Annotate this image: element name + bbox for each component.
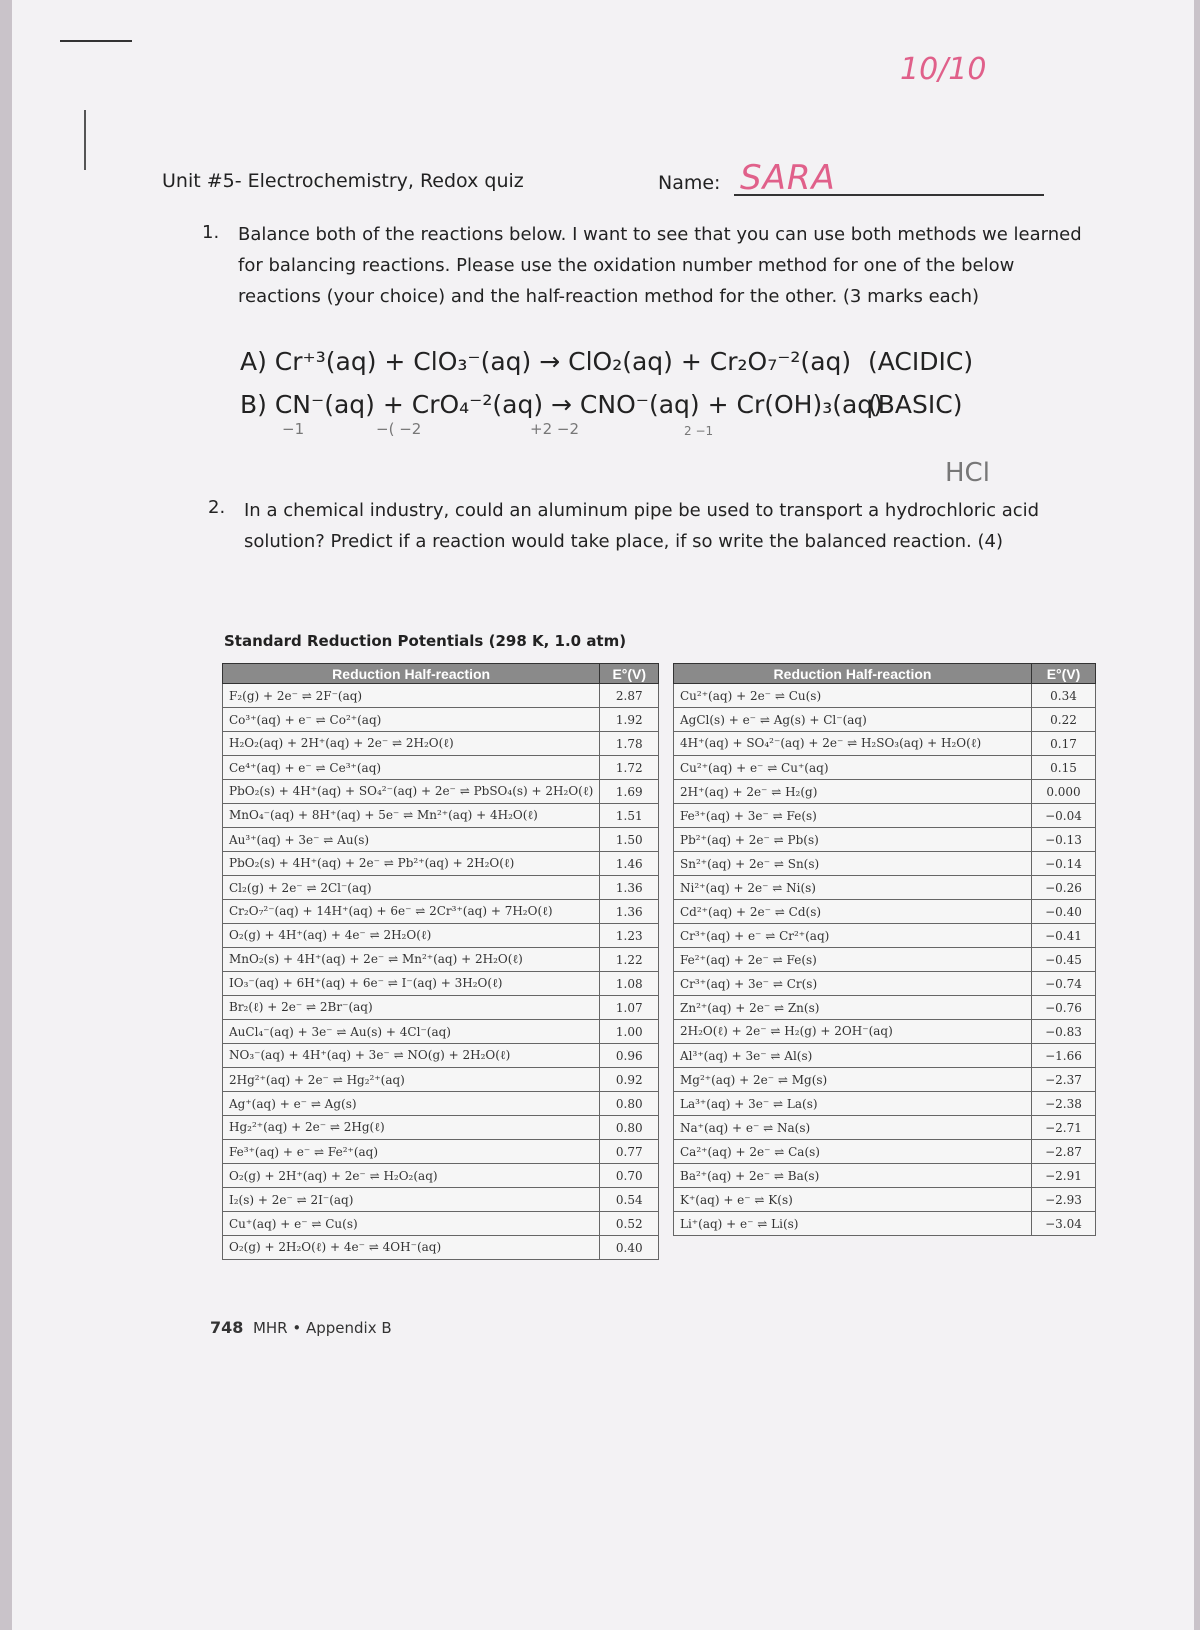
half-reaction-cell: Li⁺(aq) + e⁻ ⇌ Li(s) bbox=[674, 1212, 1032, 1236]
table-row bbox=[674, 828, 1096, 852]
half-reaction-cell: Cr³⁺(aq) + e⁻ ⇌ Cr²⁺(aq) bbox=[674, 924, 1032, 948]
table-row bbox=[223, 1212, 659, 1236]
half-reaction-cell: Cl₂(g) + 2e⁻ ⇌ 2Cl⁻(aq) bbox=[223, 876, 600, 900]
table-row bbox=[674, 1044, 1096, 1068]
potential-cell: 0.34 bbox=[1032, 684, 1096, 708]
half-reaction-cell: Fe³⁺(aq) + 3e⁻ ⇌ Fe(s) bbox=[674, 804, 1032, 828]
table-row bbox=[223, 804, 659, 828]
table-row bbox=[674, 780, 1096, 804]
half-reaction-cell: O₂(g) + 4H⁺(aq) + 4e⁻ ⇌ 2H₂O(ℓ) bbox=[223, 924, 600, 948]
page-number: 748 bbox=[210, 1318, 244, 1337]
half-reaction-cell: La³⁺(aq) + 3e⁻ ⇌ La(s) bbox=[674, 1092, 1032, 1116]
potential-cell: 1.07 bbox=[600, 996, 659, 1020]
half-reaction-cell: Cr₂O₇²⁻(aq) + 14H⁺(aq) + 6e⁻ ⇌ 2Cr³⁺(aq) + 7H₂O(ℓ) bbox=[223, 900, 600, 924]
half-reaction-cell: Ca²⁺(aq) + 2e⁻ ⇌ Ca(s) bbox=[674, 1140, 1032, 1164]
table-row bbox=[674, 1164, 1096, 1188]
potential-cell: 0.96 bbox=[600, 1044, 659, 1068]
table-row bbox=[674, 948, 1096, 972]
handwritten-student-name: SARA bbox=[740, 158, 836, 198]
table-row bbox=[223, 1044, 659, 1068]
footer-source: MHR • Appendix B bbox=[252, 1319, 392, 1337]
table-row bbox=[223, 1116, 659, 1140]
potential-cell: −0.13 bbox=[1032, 828, 1096, 852]
potential-cell: −0.04 bbox=[1032, 804, 1096, 828]
potential-cell: 1.72 bbox=[600, 756, 659, 780]
potential-cell: −0.40 bbox=[1032, 900, 1096, 924]
reaction-b: B) CN⁻(aq) + CrO₄⁻²(aq) → CNO⁻(aq) + Cr(OH)₃(aq) bbox=[240, 390, 883, 419]
table-row bbox=[674, 924, 1096, 948]
reduction-table-right bbox=[673, 663, 1096, 1236]
table-title: Standard Reduction Potentials (298 K, 1.0 atm) bbox=[224, 632, 627, 650]
table-row bbox=[223, 1188, 659, 1212]
pencil-note: −1 bbox=[282, 420, 305, 438]
potential-cell: −3.04 bbox=[1032, 1212, 1096, 1236]
table-row bbox=[223, 708, 659, 732]
half-reaction-cell: NO₃⁻(aq) + 4H⁺(aq) + 3e⁻ ⇌ NO(g) + 2H₂O(ℓ) bbox=[223, 1044, 600, 1068]
reaction-b-condition: (BASIC) bbox=[868, 390, 963, 419]
table-row bbox=[223, 756, 659, 780]
table-row bbox=[223, 876, 659, 900]
half-reaction-cell: F₂(g) + 2e⁻ ⇌ 2F⁻(aq) bbox=[223, 684, 600, 708]
quiz-title: Unit #5- Electrochemistry, Redox quiz bbox=[162, 170, 524, 192]
table-row bbox=[223, 900, 659, 924]
column-header-reaction: Reduction Half-reaction bbox=[223, 664, 600, 684]
table-row bbox=[223, 1020, 659, 1044]
potential-cell: 0.000 bbox=[1032, 780, 1096, 804]
half-reaction-cell: Zn²⁺(aq) + 2e⁻ ⇌ Zn(s) bbox=[674, 996, 1032, 1020]
potential-cell: 1.51 bbox=[600, 804, 659, 828]
half-reaction-cell: 2H₂O(ℓ) + 2e⁻ ⇌ H₂(g) + 2OH⁻(aq) bbox=[674, 1020, 1032, 1044]
table-row bbox=[674, 1188, 1096, 1212]
half-reaction-cell: O₂(g) + 2H⁺(aq) + 2e⁻ ⇌ H₂O₂(aq) bbox=[223, 1164, 600, 1188]
table-row bbox=[674, 1068, 1096, 1092]
column-header-reaction: Reduction Half-reaction bbox=[674, 664, 1032, 684]
table-row bbox=[223, 996, 659, 1020]
potential-cell: 1.69 bbox=[600, 780, 659, 804]
column-header-potential: E°(V) bbox=[1032, 664, 1096, 684]
half-reaction-cell: Cr³⁺(aq) + 3e⁻ ⇌ Cr(s) bbox=[674, 972, 1032, 996]
half-reaction-cell: Pb²⁺(aq) + 2e⁻ ⇌ Pb(s) bbox=[674, 828, 1032, 852]
edge-mark bbox=[84, 110, 86, 170]
potential-cell: 0.52 bbox=[600, 1212, 659, 1236]
half-reaction-cell: Cu²⁺(aq) + e⁻ ⇌ Cu⁺(aq) bbox=[674, 756, 1032, 780]
half-reaction-cell: Ce⁴⁺(aq) + e⁻ ⇌ Ce³⁺(aq) bbox=[223, 756, 600, 780]
potential-cell: 0.17 bbox=[1032, 732, 1096, 756]
potential-cell: −2.93 bbox=[1032, 1188, 1096, 1212]
half-reaction-cell: Hg₂²⁺(aq) + 2e⁻ ⇌ 2Hg(ℓ) bbox=[223, 1116, 600, 1140]
potential-cell: 1.00 bbox=[600, 1020, 659, 1044]
potential-cell: −2.87 bbox=[1032, 1140, 1096, 1164]
table-row bbox=[674, 852, 1096, 876]
potential-cell: −0.14 bbox=[1032, 852, 1096, 876]
half-reaction-cell: I₂(s) + 2e⁻ ⇌ 2I⁻(aq) bbox=[223, 1188, 600, 1212]
potential-cell: 0.22 bbox=[1032, 708, 1096, 732]
potential-cell: −2.37 bbox=[1032, 1068, 1096, 1092]
half-reaction-cell: H₂O₂(aq) + 2H⁺(aq) + 2e⁻ ⇌ 2H₂O(ℓ) bbox=[223, 732, 600, 756]
half-reaction-cell: Na⁺(aq) + e⁻ ⇌ Na(s) bbox=[674, 1116, 1032, 1140]
half-reaction-cell: Sn²⁺(aq) + 2e⁻ ⇌ Sn(s) bbox=[674, 852, 1032, 876]
table-row bbox=[223, 1068, 659, 1092]
half-reaction-cell: Ag⁺(aq) + e⁻ ⇌ Ag(s) bbox=[223, 1092, 600, 1116]
pencil-note: −( −2 bbox=[376, 420, 422, 438]
table-row bbox=[223, 1092, 659, 1116]
half-reaction-cell: 2H⁺(aq) + 2e⁻ ⇌ H₂(g) bbox=[674, 780, 1032, 804]
potential-cell: −2.71 bbox=[1032, 1116, 1096, 1140]
potential-cell: −2.38 bbox=[1032, 1092, 1096, 1116]
potential-cell: −0.76 bbox=[1032, 996, 1096, 1020]
reaction-a: A) Cr⁺³(aq) + ClO₃⁻(aq) → ClO₂(aq) + Cr₂O₇⁻²(aq) bbox=[240, 347, 852, 376]
potential-cell: 2.87 bbox=[600, 684, 659, 708]
potential-cell: 0.54 bbox=[600, 1188, 659, 1212]
half-reaction-cell: Mg²⁺(aq) + 2e⁻ ⇌ Mg(s) bbox=[674, 1068, 1032, 1092]
potential-cell: 0.80 bbox=[600, 1116, 659, 1140]
table-row bbox=[674, 972, 1096, 996]
pencil-note: 2 −1 bbox=[684, 424, 714, 438]
potential-cell: 0.92 bbox=[600, 1068, 659, 1092]
table-row bbox=[674, 1140, 1096, 1164]
potential-cell: 1.22 bbox=[600, 948, 659, 972]
half-reaction-cell: Fe²⁺(aq) + 2e⁻ ⇌ Fe(s) bbox=[674, 948, 1032, 972]
table-row bbox=[674, 684, 1096, 708]
column-header-potential: E°(V) bbox=[600, 664, 659, 684]
potential-cell: 1.50 bbox=[600, 828, 659, 852]
table-row bbox=[223, 732, 659, 756]
table-row bbox=[674, 1116, 1096, 1140]
half-reaction-cell: IO₃⁻(aq) + 6H⁺(aq) + 6e⁻ ⇌ I⁻(aq) + 3H₂O(ℓ) bbox=[223, 972, 600, 996]
half-reaction-cell: Cd²⁺(aq) + 2e⁻ ⇌ Cd(s) bbox=[674, 900, 1032, 924]
half-reaction-cell: Cu²⁺(aq) + 2e⁻ ⇌ Cu(s) bbox=[674, 684, 1032, 708]
potential-cell: −0.83 bbox=[1032, 1020, 1096, 1044]
table-row bbox=[674, 1092, 1096, 1116]
table-row bbox=[674, 732, 1096, 756]
potential-cell: 0.77 bbox=[600, 1140, 659, 1164]
table-row bbox=[674, 756, 1096, 780]
table-row bbox=[674, 1212, 1096, 1236]
reaction-a-condition: (ACIDIC) bbox=[868, 347, 974, 376]
page-footer bbox=[210, 1318, 392, 1337]
half-reaction-cell: 2Hg²⁺(aq) + 2e⁻ ⇌ Hg₂²⁺(aq) bbox=[223, 1068, 600, 1092]
potential-cell: −0.45 bbox=[1032, 948, 1096, 972]
table-row bbox=[674, 876, 1096, 900]
potential-cell: 1.08 bbox=[600, 972, 659, 996]
half-reaction-cell: Al³⁺(aq) + 3e⁻ ⇌ Al(s) bbox=[674, 1044, 1032, 1068]
table-row bbox=[223, 948, 659, 972]
question-1-number: 1. bbox=[202, 222, 220, 243]
potential-cell: −2.91 bbox=[1032, 1164, 1096, 1188]
half-reaction-cell: O₂(g) + 2H₂O(ℓ) + 4e⁻ ⇌ 4OH⁻(aq) bbox=[223, 1236, 600, 1260]
potential-cell: 0.15 bbox=[1032, 756, 1096, 780]
table-row bbox=[674, 900, 1096, 924]
half-reaction-cell: MnO₂(s) + 4H⁺(aq) + 2e⁻ ⇌ Mn²⁺(aq) + 2H₂O(ℓ) bbox=[223, 948, 600, 972]
quiz-page bbox=[12, 0, 1194, 1630]
half-reaction-cell: 4H⁺(aq) + SO₄²⁻(aq) + 2e⁻ ⇌ H₂SO₃(aq) + H₂O(ℓ) bbox=[674, 732, 1032, 756]
potential-cell: 0.70 bbox=[600, 1164, 659, 1188]
half-reaction-cell: Cu⁺(aq) + e⁻ ⇌ Cu(s) bbox=[223, 1212, 600, 1236]
question-1-text: Balance both of the reactions below. I want to see that you can use both methods we learned for balancing reactions. Please use the oxidation number method for one of the below reactions (your choice) and the half-reaction method for the other. (3 marks each) bbox=[238, 224, 1082, 307]
table-row bbox=[223, 828, 659, 852]
table-row bbox=[223, 684, 659, 708]
potential-cell: 1.78 bbox=[600, 732, 659, 756]
table-row bbox=[223, 924, 659, 948]
half-reaction-cell: PbO₂(s) + 4H⁺(aq) + 2e⁻ ⇌ Pb²⁺(aq) + 2H₂O(ℓ) bbox=[223, 852, 600, 876]
half-reaction-cell: Co³⁺(aq) + e⁻ ⇌ Co²⁺(aq) bbox=[223, 708, 600, 732]
potential-cell: 1.92 bbox=[600, 708, 659, 732]
potential-cell: 0.40 bbox=[600, 1236, 659, 1260]
half-reaction-cell: Br₂(ℓ) + 2e⁻ ⇌ 2Br⁻(aq) bbox=[223, 996, 600, 1020]
half-reaction-cell: K⁺(aq) + e⁻ ⇌ K(s) bbox=[674, 1188, 1032, 1212]
table-row bbox=[223, 1140, 659, 1164]
table-row bbox=[674, 804, 1096, 828]
potential-cell: −1.66 bbox=[1032, 1044, 1096, 1068]
table-row bbox=[674, 1020, 1096, 1044]
half-reaction-cell: AuCl₄⁻(aq) + 3e⁻ ⇌ Au(s) + 4Cl⁻(aq) bbox=[223, 1020, 600, 1044]
potential-cell: 1.36 bbox=[600, 900, 659, 924]
edge-mark bbox=[60, 40, 132, 42]
pencil-note-hcl: HCl bbox=[945, 458, 990, 488]
table-row bbox=[223, 780, 659, 804]
potential-cell: −0.26 bbox=[1032, 876, 1096, 900]
half-reaction-cell: MnO₄⁻(aq) + 8H⁺(aq) + 5e⁻ ⇌ Mn²⁺(aq) + 4H₂O(ℓ) bbox=[223, 804, 600, 828]
table-row bbox=[223, 972, 659, 996]
potential-cell: 1.36 bbox=[600, 876, 659, 900]
table-row bbox=[223, 1236, 659, 1260]
name-label: Name: bbox=[658, 172, 721, 194]
half-reaction-cell: Au³⁺(aq) + 3e⁻ ⇌ Au(s) bbox=[223, 828, 600, 852]
half-reaction-cell: Fe³⁺(aq) + e⁻ ⇌ Fe²⁺(aq) bbox=[223, 1140, 600, 1164]
pencil-note: +2 −2 bbox=[530, 420, 579, 438]
half-reaction-cell: AgCl(s) + e⁻ ⇌ Ag(s) + Cl⁻(aq) bbox=[674, 708, 1032, 732]
half-reaction-cell: Ni²⁺(aq) + 2e⁻ ⇌ Ni(s) bbox=[674, 876, 1032, 900]
half-reaction-cell: Ba²⁺(aq) + 2e⁻ ⇌ Ba(s) bbox=[674, 1164, 1032, 1188]
reduction-table-left bbox=[222, 663, 659, 1260]
question-2-number: 2. bbox=[208, 497, 226, 518]
half-reaction-cell: PbO₂(s) + 4H⁺(aq) + SO₄²⁻(aq) + 2e⁻ ⇌ PbSO₄(s) + 2H₂O(ℓ) bbox=[223, 780, 600, 804]
potential-cell: 1.23 bbox=[600, 924, 659, 948]
potential-cell: −0.74 bbox=[1032, 972, 1096, 996]
potential-cell: −0.41 bbox=[1032, 924, 1096, 948]
table-row bbox=[223, 852, 659, 876]
potential-cell: 1.46 bbox=[600, 852, 659, 876]
handwritten-score: 10/10 bbox=[900, 52, 987, 87]
table-row bbox=[674, 996, 1096, 1020]
question-2-text: In a chemical industry, could an aluminum pipe be used to transport a hydrochloric acid solution? Predict if a reaction would take place, if so write the balanced reaction. (4) bbox=[244, 500, 1040, 552]
potential-cell: 0.80 bbox=[600, 1092, 659, 1116]
table-row bbox=[223, 1164, 659, 1188]
table-row bbox=[674, 708, 1096, 732]
